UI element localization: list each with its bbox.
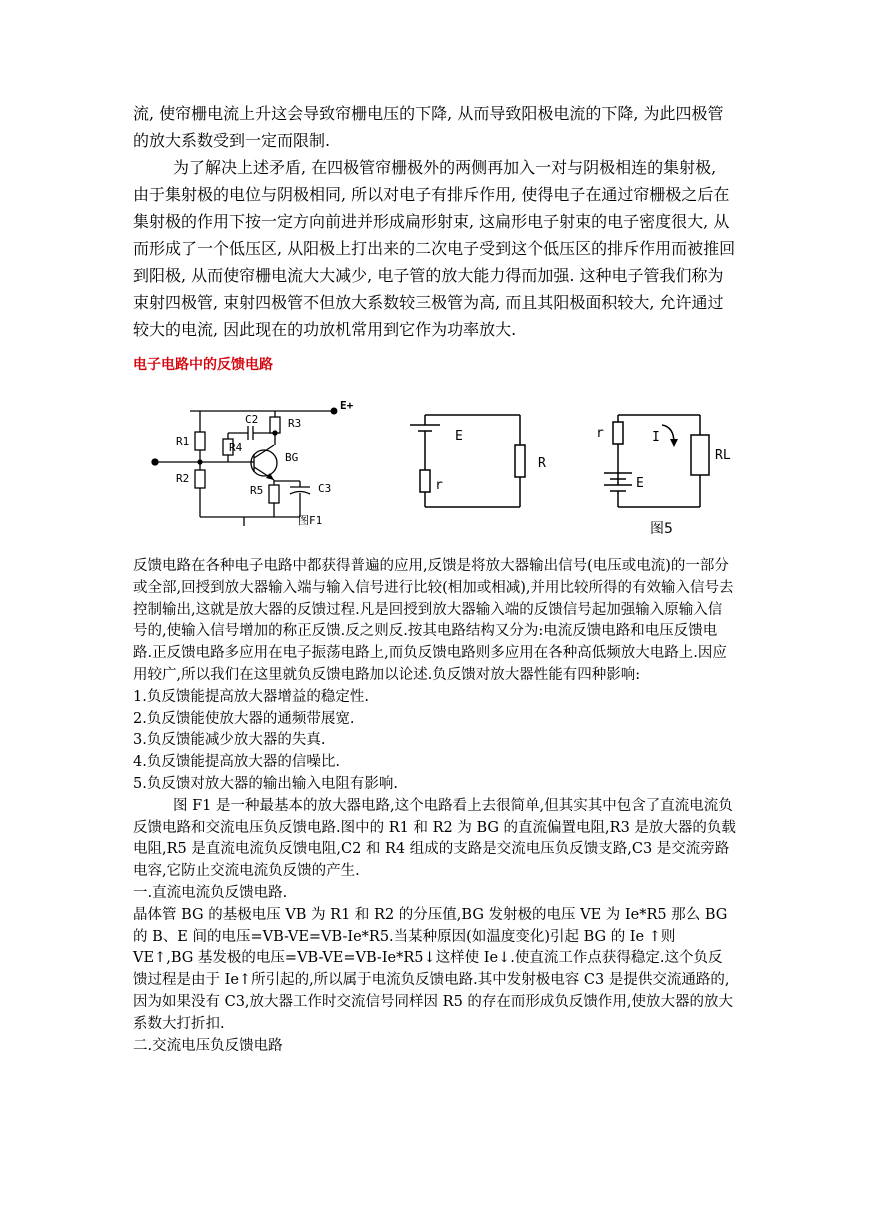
section-text-feedback: [133, 556, 736, 1057]
paragraph: 反馈电路在各种电子电路中都获得普遍的应用,反馈是将放大器输出信号(电压或电流)的一部分或全部,回授到放大器输入端与输入信号进行比较(相加或相减),并用比较所得的有效输入信号去控制输出,这就是放大器的反馈过程.凡是回授到放大器输入端的反馈信号起加强输入原输入信号的,使输入信号增加的称正反馈.反之则反.按其电路结构又分为:电流反馈电路和电压反馈电路.正反馈电路多应用在电子振荡电路上,而负反馈电路则多应用在各种高低频放大电路上.因应用较广,所以我们在这里就负反馈电路加以论述.负反馈对放大器性能有四种影响:: [133, 558, 734, 683]
label-fig5-r: r: [596, 426, 604, 441]
list-item: 1.负反馈能提高放大器增益的稳定性.: [133, 688, 369, 705]
label-r5: R5: [250, 484, 264, 497]
label-r1: R1: [176, 435, 190, 448]
label-eplus: E+: [340, 399, 354, 412]
effects-list: [133, 687, 736, 796]
paragraph: 流, 使帘栅电流上升这会导致帘栅电压的下降, 从而导致阳极电流的下降, 为此四极管的放大系数受到一定而限制.: [133, 104, 724, 150]
paragraph: 晶体管 BG 的基极电压 VB 为 R1 和 R2 的分压值,BG 发射极的电压 VE 为 Ie*R5 那么 BG 的 B、E 间的电压=VB-VE=VB-Ie*R5.当某种原因(如温度变化)引起 BG 的 Ie ↑则 VE↑,BG 基发极的电压=VB-VE=VB-Ie*R5↓这样使 Ie↓.使直流工作点获得稳定.这个负反馈过程是由于 Ie↑所引起的,所以属于电流负反馈电路.其中发射极电容 C3 是提供交流通路的,因为如果没有 C3,放大器工作时交流信号同样因 R5 的存在而形成负反馈作用,使放大器的放大系数大打折扣.: [133, 906, 734, 1032]
label-fig2-e: E: [455, 429, 463, 444]
list-item: 2.负反馈能使放大器的通频带展宽.: [133, 710, 355, 727]
label-fig2-r: r: [435, 478, 443, 493]
caption-f1: 图F1: [298, 514, 323, 527]
label-r3: R3: [288, 417, 302, 430]
label-r4: R4: [229, 441, 243, 454]
caption-fig5: 图5: [650, 521, 673, 537]
label-fig5-i: I: [652, 430, 660, 445]
figure-5-loop: [604, 415, 709, 507]
label-bg: BG: [285, 451, 299, 464]
circuit-figures: [140, 395, 740, 545]
paragraph: 为了解决上述矛盾, 在四极管帘栅极外的两侧再加入一对与阴极相连的集射极, 由于集射极的电位与阴极相同, 所以对电子有排斥作用, 使得电子在通过帘栅极之后在集射极的作用下按一定方向前进并形成扁形射束, 这扁形电子射束的电子密度很大, 从而形成了一个低压区, 从阳极上打出来的二次电子受到这个低压区的排斥作用而被推回到阳极, 从而使帘栅电流大大减少, 电子管的放大能力得而加强. 这种电子管我们称为束射四极管, 束射四极管不但放大系数较三极管为高, 而且其阳极面积较大, 允许通过较大的电流, 因此现在的功放机常用到它作为功率放大.: [133, 158, 736, 339]
label-c2: C2: [245, 413, 259, 426]
section-text-tetrode: [133, 100, 736, 343]
section-heading: 电子电路中的反馈电路: [133, 357, 273, 373]
paragraph: 图 F1 是一种最基本的放大器电路,这个电路看上去很简单,但其实其中包含了直流电流负反馈电路和交流电压负反馈电路.图中的 R1 和 R2 为 BG 的直流偏置电阻,R3 是放大器的负载电阻,R5 是直流电流负反馈电阻,C2 和 R4 组成的支路是交流电压负反馈支路,C3 是交流旁路电容,它防止交流电流负反馈的产生.: [133, 797, 736, 880]
subheading: 一.直流电流负反馈电路.: [133, 884, 288, 901]
label-fig2-rbig: R: [538, 456, 546, 471]
label-fig5-rl: RL: [715, 448, 731, 463]
label-r2: R2: [176, 472, 190, 485]
label-c3: C3: [318, 482, 332, 495]
label-fig5-e: E: [636, 476, 644, 491]
list-item: 3.负反馈能减少放大器的失真.: [133, 732, 326, 749]
list-item: 4.负反馈能提高放大器的信噪比.: [133, 754, 340, 771]
list-item: 5.负反馈对放大器的输出输入电阻有影响.: [133, 775, 398, 792]
subheading: 二.交流电压负反馈电路: [133, 1037, 283, 1054]
figure-simple-loop: [410, 415, 525, 507]
